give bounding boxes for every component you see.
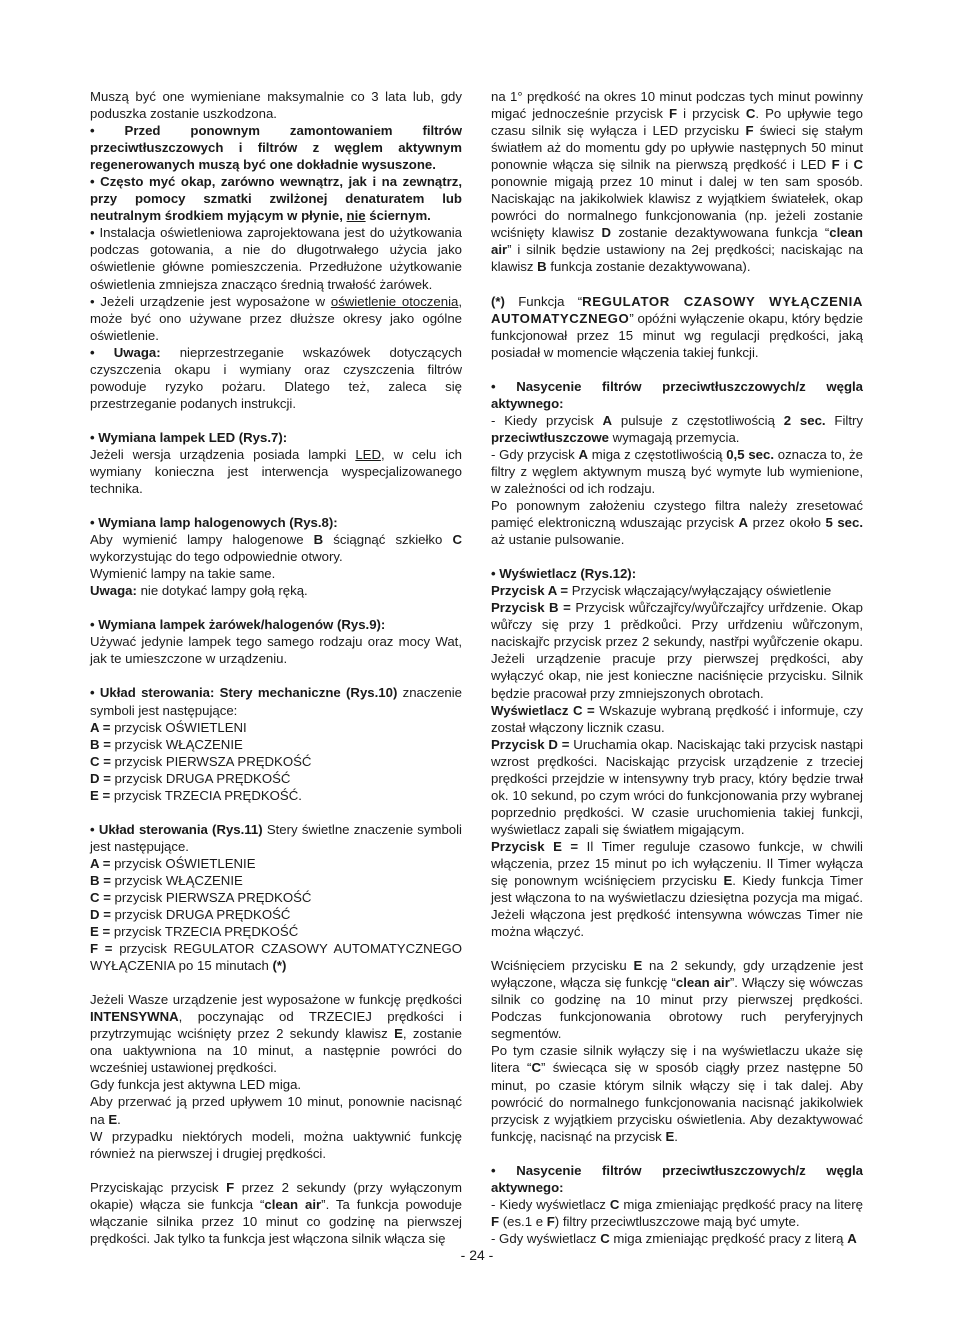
paragraph-clean-air-display-cont: Po tym czasie silnik wyłączy się i na wyświetlaczu ukaże się litera “C” świecąca się w sposób ciągły przez następne 50 minut, po czasie którym silnik włączy się i tak dalej. Aby powrócić do normalnego funkcjonowania nacisnąć jakikolwiek przycisk z wyjątkiem przycisku oświetlenia. Aby dezaktywować funkcję, nacisnąć na przycisk E.	[491, 1043, 864, 1144]
section-halogen-heading: • Wymiana lamp halogenowych (Rys.8):	[90, 515, 338, 531]
display-c: Wyświetlacz C = Wskazuje wybraną prędkość i informuje, czy został włączony licznik czasu.	[491, 702, 863, 735]
saturation-reset: Po ponownym założeniu czystego filtra należy zresetować pamięć elektroniczną wduszając przycisk A przez około 5 sec. aż ustanie pulsowanie.	[491, 498, 863, 548]
control-item: E = przycisk TRZECIA PRĘDKOŚĆ	[90, 924, 299, 940]
mechanical-item: D = przycisk DRUGA PRĘDKOŚĆ	[90, 770, 291, 786]
paragraph-intensive-stop: Aby przerwać ją przed upływem 10 minut, ponownie nacisnąć na E.	[90, 1094, 462, 1127]
section-mechanical-heading: • Układ sterowania: Stery mechaniczne (Rys.10) znaczenie symboli jest następujące:	[90, 685, 463, 718]
mechanical-item: E = przycisk TRZECIA PRĘDKOŚĆ.	[90, 787, 302, 803]
section-halogen-replace: Wymienić lampy na takie same.	[90, 566, 276, 582]
mechanical-item: B = przycisk WŁĄCZENIE	[90, 736, 243, 752]
paragraph-intensive-models: W przypadku niektórych modeli, można uaktywnić funkcję również na pierwszej i drugiej prędkości.	[90, 1128, 462, 1161]
control-item: B = przycisk WŁĄCZENIE	[90, 872, 243, 888]
paragraph-intensive-led: Gdy funkcja jest aktywna LED miga.	[90, 1077, 302, 1093]
section-display-heading: • Wyświetlacz (Rys.12):	[491, 566, 637, 582]
section-halogen-warning: Uwaga: nie dotykać lampy gołą ręką.	[90, 583, 308, 599]
saturation-carbon-filters: - Gdy przycisk A miga z częstotliwością 0,5 sec. oznacza to, że filtry z węglem aktywnym muszą być wymyte lub wymienione, w zależności od ich rodzaju.	[491, 446, 863, 496]
section-led-heading: • Wymiana lampek LED (Rys.7):	[90, 429, 288, 445]
paragraph-clean-air-display: Wciśnięciem przycisku E na 2 sekundy, gdy urządzenie jest wyłączone, włącza się funkcję “clean air”. Włączy się wówczas silnik co godzinę na 10 minut przy pierwszej prędkości. Podczas funkcjonowania obrotowy ruch peryferyjnych segmentów.	[491, 958, 863, 1042]
saturation-display-grease: - Kiedy wyświetlacz C miga zmieniając prędkość pracy na literę F (es.1 e F) filtry przeciwtluszczowe mają być umyte.	[491, 1196, 863, 1229]
paragraph-intensive: Jeżeli Wasze urządzenie jest wyposażone w funkcję prędkości INTENSYWNA, poczynając od TRZECIEJ prędkości i przytrzymując wciśnięty przez 2 sekundy klawisz E, zostanie ona uaktywniona na 10 minut, a następnie powróci do wcześniej ustawionej prędkości.	[90, 992, 462, 1076]
paragraph-auto-timer: (*) Funkcja “REGULATOR CZASOWY WYŁĄCZENIA AUTOMATYCZNEGO” opóźni wyłączenie okapu, który będzie funkcjonował przez 15 minut wg regulacji prędkości, jaką posiadał w momencie włączenia takiej funkcji.	[491, 293, 863, 360]
section-bulbs-text: Używać jedynie lampek tego samego rodzaju oraz mocy Wat, jak te umieszczone w urządzeniu.	[90, 634, 462, 667]
saturation-display-carbon: - Gdy wyświetlacz C miga zmieniając prędkość pracy z literą A	[491, 1230, 857, 1246]
mechanical-item: C = przycisk PIERWSZA PRĘDKOŚĆ	[90, 753, 312, 769]
display-button-a: Przycisk A = Przycisk włączający/wyłączający oświetlenie	[491, 583, 832, 599]
page-number: - 24 -	[460, 1247, 494, 1263]
paragraph-ambient-light: • Jeżeli urządzenie jest wyposażone w oświetlenie otoczenia, może być ono używane przez dłuższe okresy jako ogólne oświetlenie.	[90, 293, 463, 343]
control-item-timer: F = przycisk REGULATOR CZASOWY AUTOMATYCZNEGO WYŁĄCZENIA po 15 minutach (*)	[90, 941, 463, 974]
mechanical-item: A = przycisk OŚWIETLENI	[90, 719, 247, 735]
section-saturation-display-heading: • Nasycenie filtrów przeciwtłuszczowych/z węgla aktywnego:	[491, 1162, 863, 1195]
control-item: A = przycisk OŚWIETLENIE	[90, 855, 256, 871]
paragraph-warning: • Uwaga: nieprzestrzeganie wskazówek dotyczących czyszczenia okapu i wymiany oraz czyszczenia filtrów powoduje ryzyko pożaru. Dlatego też, zaleca się przestrzeganie podanych instrukcji.	[90, 344, 463, 411]
paragraph-clean-hood: • Często myć okap, zarówno wewnątrz, jak i na zewnątrz, przy pomocy szmatki zwilżonej denaturatem lub neutralnym środkiem myjącym w płynie, nie ściernym.	[90, 174, 462, 224]
display-button-d: Przycisk D = Uruchamia okap. Naciskając taki przycisk nastąpi wzrost prędkości. Naciskając przycisk urządzenie z trzeciej prędkości przejdzie w intensywny tryb pracy, który będzie trwał ok. 10 sekund, po czym wróci do funkcjonowania przy wybranej poprzednio prędkości. W czasie uruchomienia takiej funkcji, wyświetlacz zapali się światłem migającym.	[491, 736, 864, 837]
control-item: C = przycisk PIERWSZA PRĘDKOŚĆ	[90, 889, 312, 905]
paragraph-pillow-replacement: Muszą być one wymieniane maksymalnie co 3 lata lub, gdy poduszka zostanie uszkodzona.	[90, 89, 462, 122]
paragraph-lighting-use: • Instalacja oświetleniowa zaprojektowana jest do użytkowania podczas gotowania, a nie do długotrwałego użycia jako oświetlenie główne pomieszczenia. Przedłużone użytkowanie oświetlenia zmniejsza znacząco średnią trwałość żarówek.	[90, 225, 462, 292]
display-button-e: Przycisk E = Il Timer reguluje czasowo funkcje, w chwili włączenia, przez 15 minut po ich wyłączeniu. Il Timer wyłącza się ponownym wciśnięciem przycisku E. Kiedy funkcja Timer jest włączona to na wyświetlaczu dziesiętna pozycja ma migać. Jeżeli włączona jest prędkość intensywna wówczas Timer nie można włączyć.	[491, 838, 863, 940]
section-control-heading: • Układ sterowania (Rys.11) Stery świetlne znaczenie symboli jest następujące.	[90, 821, 462, 854]
display-button-b: Przycisk B = Przycisk wůřczajřcy/wyůřczajřcy urřdzenie. Okap wůřczy się przy 1 prědkoůci. Przy urřdzeniu wůřczonym, naciskajřc przycisk przez 2 sekundy, nastřpi wyůřczenie okapu. Jeżeli urządzenie pracuje przy pierwszej prędkości, aby wyłączyć okap, nie jest konieczne naciśnięcie przycisku. Silnik będzie pracował przy zmniejszonych obrotach.	[491, 600, 863, 701]
paragraph-dry-filters: • Przed ponownym zamontowaniem filtrów przeciwtłuszczowych i filtrów z węglem aktywnym regenerowanych muszą być one dokładnie wysuszone.	[90, 123, 462, 173]
right-column	[491, 88, 863, 1247]
section-bulbs-heading: • Wymiana lampek żarówek/halogenów (Rys.9):	[90, 617, 386, 633]
section-saturation-heading: • Nasycenie filtrów przeciwtłuszczowych/z węgla aktywnego:	[491, 378, 863, 411]
paragraph-clean-air: Przyciskając przycisk F przez 2 sekundy (przy wyłączonym okapie) włącza sie funkcja “clean air”. Ta funkcja powoduje włączanie silnika przez 10 minut co godzinę na pierwszej prędkości. Jak tylko ta funkcja jest włączona silnik włącza się	[90, 1179, 462, 1246]
section-halogen-text: Aby wymienić lampy halogenowe B ściągnąć szkiełko C wykorzystując do tego odpowiednie otwory.	[90, 532, 462, 565]
paragraph-clean-air-continued: na 1° prędkość na okres 10 minut podczas tych minut powinny migać jednocześnie przycisk F i przycisk C. Po upływie tego czasu silnik się wyłącza i LED przycisku F świeci się stałym światłem aż do momentu gdy po upływie następnych 50 minut ponownie włącza się silnik na pierwszą prędkość i LED F i C ponownie migają przez 10 minut i dalej w ten sam sposób. Naciskając na jakikolwiek klawisz z wyjątkiem światełek, okap powróci do normalnego funkcjonowania (np. jeżeli zostanie wciśnięty klawisz D zostanie dezaktywowana funkcja “clean air” i silnik będzie ustawiony na 2ej prędkości; naciskając na klawisz B funkcja zostanie dezaktywowana).	[491, 89, 864, 275]
section-led-text: Jeżeli wersja urządzenia posiada lampki LED, w celu ich wymiany konieczna jest interwencja wyspecjalizowanego technika.	[90, 446, 463, 497]
left-column	[90, 88, 462, 1247]
control-item: D = przycisk DRUGA PRĘDKOŚĆ	[90, 907, 291, 923]
saturation-grease-filters: - Kiedy przycisk A pulsuje z częstotliwością 2 sec. Filtry przeciwtłuszczowe wymagają przemycia.	[491, 412, 863, 445]
